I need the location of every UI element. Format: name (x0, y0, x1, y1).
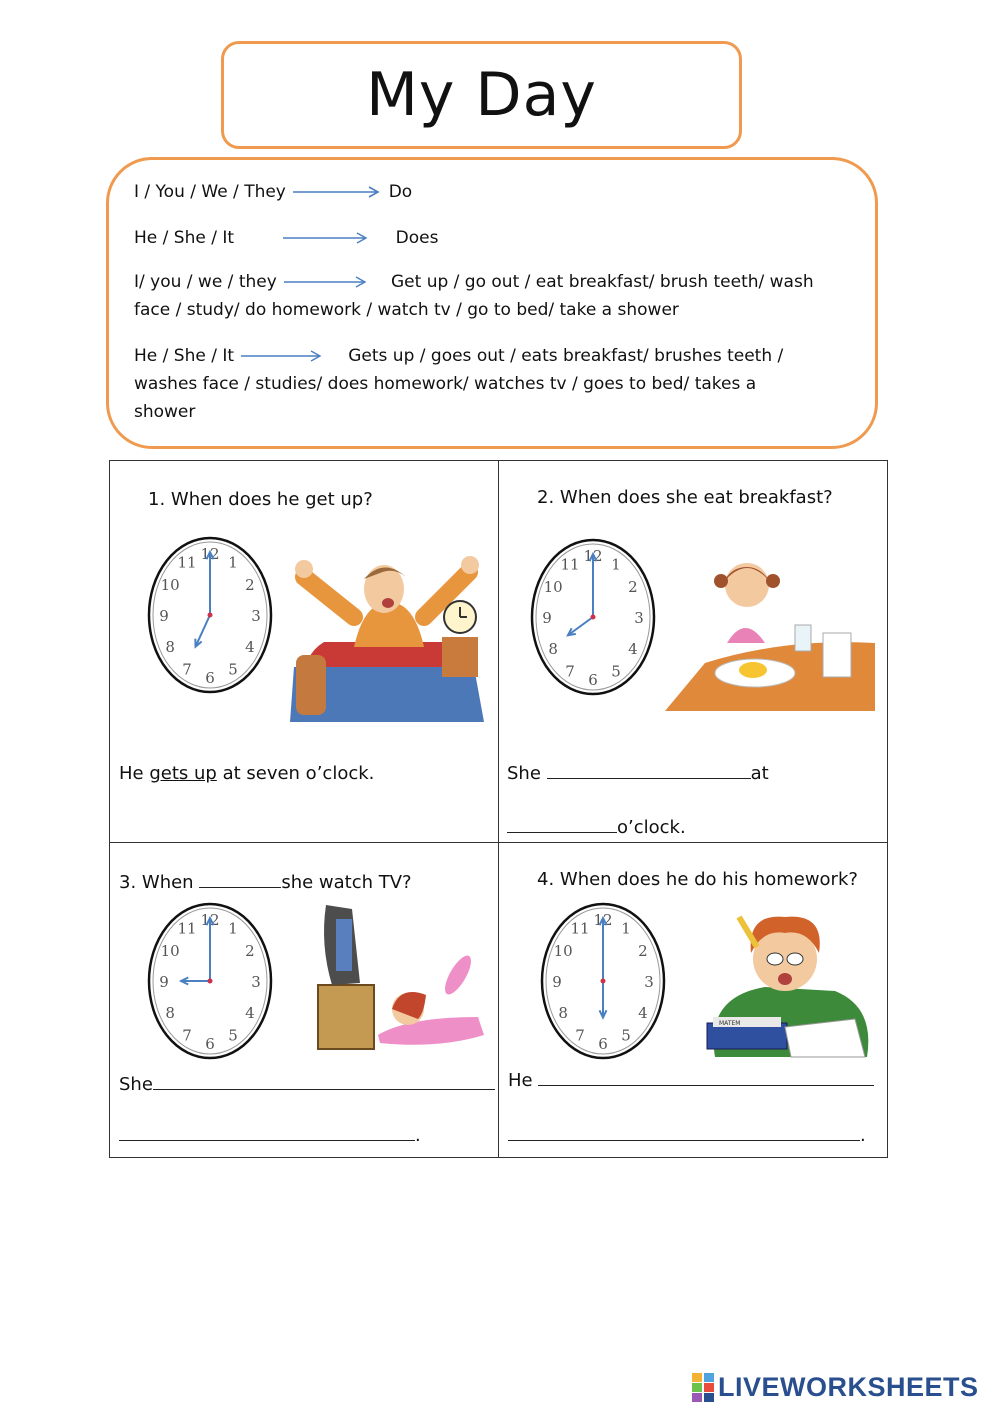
clock-number: 8 (548, 640, 558, 658)
clock-number: 11 (177, 919, 197, 938)
clock-number: 2 (245, 576, 255, 594)
question-3: 3. When she watch TV? (119, 872, 412, 893)
grammar-verb: Does (395, 228, 439, 248)
clock-number: 3 (634, 609, 644, 627)
grammar-row-1 (134, 178, 851, 206)
brand-text: LIVEWORKSHEETS (718, 1372, 979, 1402)
clock-number: 6 (598, 1035, 608, 1053)
clock-number: 4 (628, 640, 638, 658)
book-label: MATEM (719, 1020, 741, 1027)
arrow-icon (281, 232, 371, 244)
clock-number: 12 (200, 545, 220, 563)
clock-number: 10 (553, 942, 573, 960)
question-1: 1. When does he get up? (148, 489, 373, 510)
grammar-phrases: Get up / go out / eat breakfast/ brush teeth/ wash (391, 272, 814, 292)
clock-number: 7 (182, 1026, 192, 1045)
liveworksheets-mark-icon (692, 1373, 714, 1403)
clock-number: 9 (542, 609, 552, 627)
grammar-row-3 (134, 268, 851, 324)
grammar-phrases: face / study/ do homework / watch tv / go to bed/ take a shower (134, 300, 679, 320)
clock-icon (539, 901, 667, 1061)
answer-blank[interactable] (538, 1068, 874, 1086)
exercise-4 (499, 843, 888, 1158)
arrow-icon (239, 350, 325, 362)
arrow-icon (291, 186, 383, 198)
answer-3-line-2: . (119, 1123, 421, 1146)
exercise-grid (109, 460, 888, 1158)
clock-icon (529, 537, 657, 697)
clock-number: 9 (159, 973, 169, 991)
clock-number: 11 (177, 553, 197, 572)
clock-number: 6 (205, 1035, 215, 1053)
clock-number: 10 (160, 576, 180, 594)
grammar-subject: I/ you / we / they (134, 272, 277, 292)
clock-number: 12 (200, 911, 220, 929)
clock-icon (146, 535, 274, 697)
grammar-phrases: Gets up / goes out / eats breakfast/ brushes teeth / (348, 346, 784, 366)
clock-number: 10 (160, 942, 180, 960)
clock-number: 5 (621, 1026, 631, 1045)
answer-4-line-2: . (508, 1123, 866, 1146)
exercise-3 (110, 843, 499, 1158)
exercise-2 (499, 461, 888, 843)
clock-number: 4 (245, 638, 255, 656)
clock-icon (146, 901, 274, 1061)
grammar-subject: He / She / It (134, 228, 235, 248)
clock-number: 11 (560, 555, 580, 574)
clock-number: 4 (245, 1004, 255, 1022)
clock-number: 1 (228, 553, 238, 572)
boy-doing-homework-illustration (695, 907, 875, 1067)
clock-number: 7 (182, 660, 192, 679)
clock-number: 12 (583, 547, 603, 565)
clock-number: 5 (228, 1026, 238, 1045)
grammar-phrases: shower (134, 402, 196, 422)
answer-4-line-1: He (508, 1068, 874, 1091)
clock-number: 6 (205, 669, 215, 687)
clock-number: 3 (644, 973, 654, 991)
clock-number: 12 (593, 911, 613, 929)
clock-number: 9 (159, 607, 169, 625)
clock-number: 8 (558, 1004, 568, 1022)
answer-blank[interactable] (508, 1123, 860, 1141)
clock-number: 1 (228, 919, 238, 938)
answer-2-line-1: She at (507, 763, 769, 784)
title-box (221, 41, 742, 149)
clock-number: 11 (570, 919, 590, 938)
answer-verb: gets up (149, 763, 217, 784)
clock-number: 2 (628, 578, 638, 596)
girl-watching-tv-illustration (308, 905, 498, 1055)
clock-number: 5 (228, 660, 238, 679)
grammar-row-2 (134, 224, 851, 252)
clock-number: 2 (245, 942, 255, 960)
girl-eating-breakfast-illustration (665, 553, 875, 713)
clock-number: 10 (543, 578, 563, 596)
clock-number: 1 (621, 919, 631, 938)
clock-number: 5 (611, 662, 621, 681)
clock-number: 6 (588, 671, 598, 689)
grammar-subject: I / You / We / They (134, 182, 286, 202)
answer-blank[interactable] (119, 1123, 415, 1141)
arrow-icon (282, 276, 370, 288)
answer-3-line-1: She (119, 1072, 495, 1095)
question-2: 2. When does she eat breakfast? (537, 487, 833, 508)
page-title: My Day (366, 60, 597, 130)
grammar-row-4 (134, 342, 851, 426)
answer-2-line-2: o’clock. (507, 815, 686, 838)
clock-number: 7 (565, 662, 575, 681)
clock-number: 4 (638, 1004, 648, 1022)
answer-blank[interactable] (547, 761, 751, 779)
exercise-1 (110, 461, 499, 843)
clock-number: 3 (251, 607, 261, 625)
clock-number: 2 (638, 942, 648, 960)
question-4: 4. When does he do his homework? (537, 869, 858, 890)
man-waking-up-illustration (284, 547, 506, 727)
grammar-subject: He / She / It (134, 346, 235, 366)
clock-number: 3 (251, 973, 261, 991)
liveworksheets-logo (692, 1372, 979, 1403)
clock-number: 9 (552, 973, 562, 991)
clock-number: 7 (575, 1026, 585, 1045)
clock-number: 1 (611, 555, 621, 574)
grammar-verb: Do (388, 182, 413, 202)
clock-number: 8 (165, 638, 175, 656)
question-blank[interactable] (199, 870, 281, 888)
grammar-box (106, 157, 878, 449)
answer-blank[interactable] (507, 815, 617, 833)
clock-number: 8 (165, 1004, 175, 1022)
answer-blank[interactable] (153, 1072, 495, 1090)
grammar-phrases: washes face / studies/ does homework/ watches tv / goes to bed/ takes a (134, 374, 757, 394)
answer-1: He gets up at seven o’clock. (119, 763, 375, 784)
